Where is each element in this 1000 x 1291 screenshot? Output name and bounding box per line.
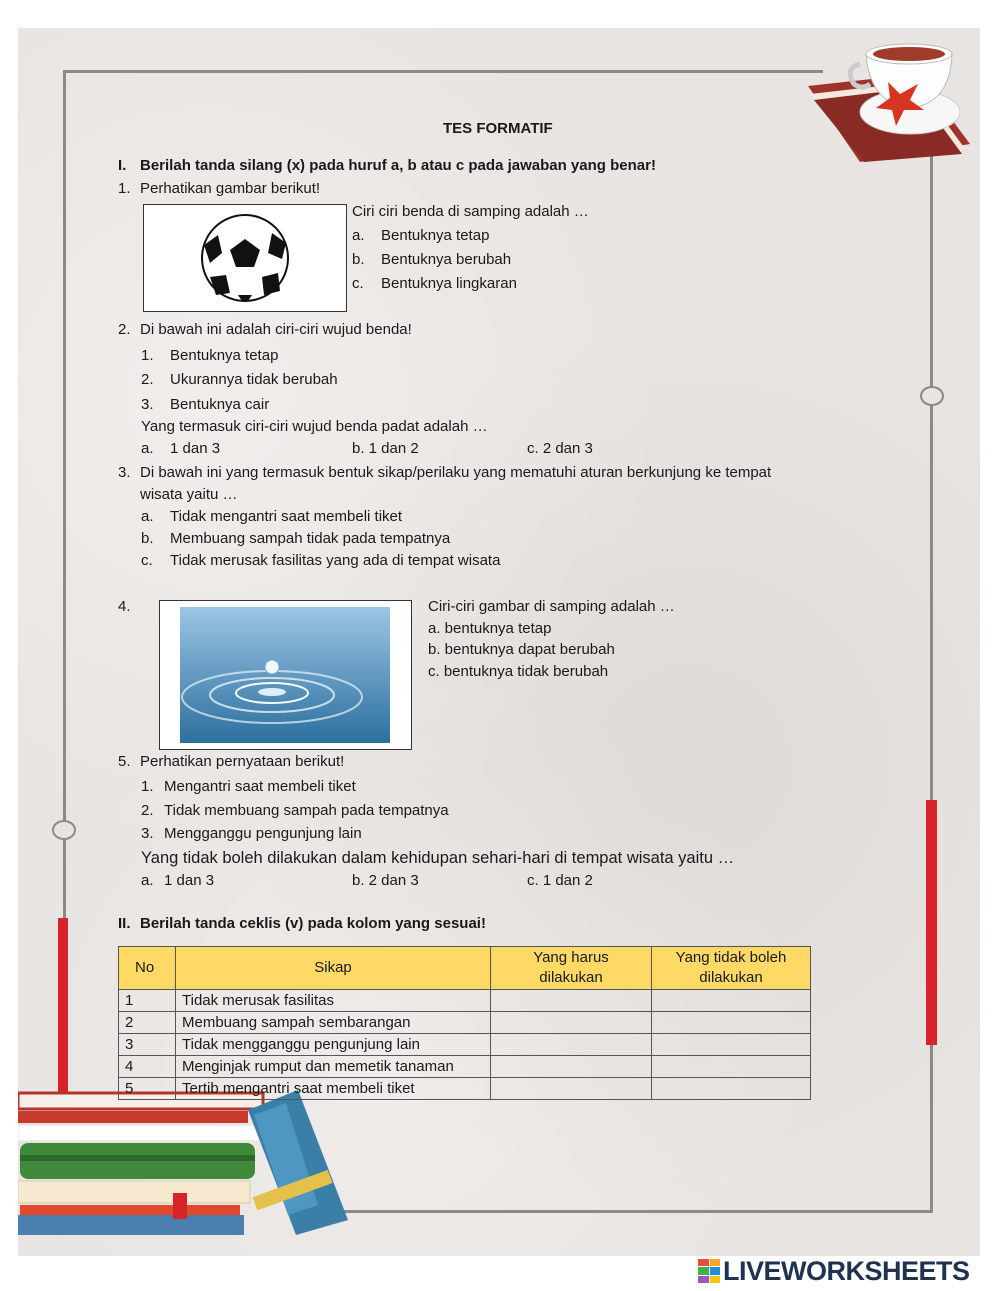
q5-option-c[interactable]: c. 1 dan 2: [527, 872, 593, 889]
q5-question: Yang tidak boleh dilakukan dalam kehidupan sehari-hari di tempat wisata yaitu …: [141, 849, 735, 867]
row-3-yang-harus-cell[interactable]: [491, 1034, 652, 1056]
row-2-yang-harus-cell[interactable]: [491, 1012, 652, 1034]
q5-item-1-number: 1.: [141, 778, 154, 795]
q2-option-a-letter[interactable]: a.: [141, 440, 154, 457]
section2-instruction: Berilah tanda ceklis (v) pada kolom yang sesuai!: [140, 915, 486, 932]
row-2-no: 2: [119, 1012, 176, 1034]
liveworksheets-logo-text: LIVEWORKSHEETS: [723, 1255, 970, 1286]
row-2-sikap: Membuang sampah sembarangan: [176, 1012, 491, 1034]
q1-question: Ciri ciri benda di samping adalah …: [352, 203, 589, 220]
q1-option-a[interactable]: Bentuknya tetap: [381, 227, 490, 244]
header-yang-harus-line1: Yang harus: [533, 949, 609, 966]
row-3-sikap: Tidak mengganggu pengunjung lain: [176, 1034, 491, 1056]
frame-ring-right: [920, 386, 944, 406]
q3-number: 3.: [118, 464, 131, 481]
q4-option-b[interactable]: b. bentuknya dapat berubah: [428, 641, 615, 658]
liveworksheets-logo[interactable]: [698, 1256, 970, 1286]
section2-number: II.: [118, 915, 131, 932]
row-1-sikap: Tidak merusak fasilitas: [176, 990, 491, 1012]
table-row: [119, 1034, 811, 1056]
q5-number: 5.: [118, 753, 131, 770]
header-yang-tidak-line1: Yang tidak boleh: [675, 949, 787, 966]
row-4-sikap: Menginjak rumput dan memetik tanaman: [176, 1056, 491, 1078]
section1-number: I.: [118, 157, 127, 174]
q4-number: 4.: [118, 598, 131, 615]
q4-question: Ciri-ciri gambar di samping adalah …: [428, 598, 675, 615]
q5-prompt: Perhatikan pernyataan berikut!: [140, 753, 345, 770]
header-no: No: [119, 947, 176, 990]
q3-option-a[interactable]: Tidak mengantri saat membeli tiket: [170, 508, 403, 525]
q1-option-c[interactable]: Bentuknya lingkaran: [381, 275, 517, 292]
q3-prompt-line2: wisata yaitu …: [140, 486, 238, 503]
row-1-yang-harus-cell[interactable]: [491, 990, 652, 1012]
page-title: TES FORMATIF: [443, 120, 553, 137]
liveworksheets-logo-icon: [698, 1259, 720, 1283]
row-1-yang-tidak-cell[interactable]: [652, 990, 811, 1012]
q2-option-a[interactable]: 1 dan 3: [170, 440, 221, 457]
frame-line-right: [930, 150, 933, 1210]
q4-option-a[interactable]: a. bentuknya tetap: [428, 620, 552, 637]
row-4-yang-harus-cell[interactable]: [491, 1056, 652, 1078]
header-yang-harus-line2: dilakukan: [539, 969, 603, 986]
table-row: [119, 990, 811, 1012]
header-sikap: Sikap: [176, 947, 491, 990]
header-yang-harus: [491, 947, 652, 990]
q5-item-1: Mengantri saat membeli tiket: [164, 778, 356, 795]
row-1-no: 1: [119, 990, 176, 1012]
q3-option-a-letter[interactable]: a.: [141, 508, 154, 525]
coffee-books-illustration: [800, 34, 972, 164]
q3-option-b[interactable]: Membuang sampah tidak pada tempatnya: [170, 530, 451, 547]
q3-option-b-letter[interactable]: b.: [141, 530, 154, 547]
q1-prompt: Perhatikan gambar berikut!: [140, 180, 321, 197]
q2-question: Yang termasuk ciri-ciri wujud benda padat adalah …: [141, 418, 488, 435]
q2-item-1: Bentuknya tetap: [170, 347, 279, 364]
frame-line-bottom: [340, 1210, 933, 1213]
water-drop-icon: [160, 601, 411, 749]
frame-line-top: [63, 70, 823, 73]
water-drop-image: [159, 600, 412, 750]
row-3-yang-tidak-cell[interactable]: [652, 1034, 811, 1056]
row-3-no: 3: [119, 1034, 176, 1056]
q2-item-1-number: 1.: [141, 347, 154, 364]
q1-option-b[interactable]: Bentuknya berubah: [381, 251, 512, 268]
q5-item-2-number: 2.: [141, 802, 154, 819]
q2-option-c[interactable]: c. 2 dan 3: [527, 440, 593, 457]
row-4-yang-tidak-cell[interactable]: [652, 1056, 811, 1078]
q1-option-c-letter[interactable]: c.: [352, 275, 364, 292]
q3-option-c-letter[interactable]: c.: [141, 552, 153, 569]
table-row: [119, 1078, 811, 1100]
q1-option-a-letter[interactable]: a.: [352, 227, 365, 244]
sikap-table: [118, 946, 811, 1100]
q1-option-b-letter[interactable]: b.: [352, 251, 365, 268]
frame-ring-left: [52, 820, 76, 840]
row-4-no: 4: [119, 1056, 176, 1078]
q1-number: 1.: [118, 180, 131, 197]
q3-option-c[interactable]: Tidak merusak fasilitas yang ada di tempat wisata: [170, 552, 501, 569]
q2-number: 2.: [118, 321, 131, 338]
q5-item-2: Tidak membuang sampah pada tempatnya: [164, 802, 449, 819]
table-row: [119, 1056, 811, 1078]
q4-option-c[interactable]: c. bentuknya tidak berubah: [428, 663, 609, 680]
q2-item-2-number: 2.: [141, 371, 154, 388]
q2-item-3: Bentuknya cair: [170, 396, 270, 413]
red-accent-bar-right: [926, 800, 937, 1045]
row-2-yang-tidak-cell[interactable]: [652, 1012, 811, 1034]
q2-option-b[interactable]: b. 1 dan 2: [352, 440, 419, 457]
q5-option-b[interactable]: b. 2 dan 3: [352, 872, 419, 889]
section1-instruction: Berilah tanda silang (x) pada huruf a, b atau c pada jawaban yang benar!: [140, 157, 656, 174]
row-5-no: 5: [119, 1078, 176, 1100]
q5-item-3-number: 3.: [141, 825, 154, 842]
header-yang-tidak-boleh: [652, 947, 811, 990]
q5-item-3: Mengganggu pengunjung lain: [164, 825, 362, 842]
q2-item-2: Ukurannya tidak berubah: [170, 371, 338, 388]
header-yang-tidak-line2: dilakukan: [699, 969, 763, 986]
q2-item-3-number: 3.: [141, 396, 154, 413]
row-5-sikap: Tertib mengantri saat membeli tiket: [176, 1078, 491, 1100]
row-5-yang-harus-cell[interactable]: [491, 1078, 652, 1100]
row-5-yang-tidak-cell[interactable]: [652, 1078, 811, 1100]
table-row: [119, 1012, 811, 1034]
q3-prompt-line1: Di bawah ini yang termasuk bentuk sikap/perilaku yang mematuhi aturan berkunjung ke tempat: [140, 464, 772, 481]
soccer-ball-icon: [144, 205, 346, 311]
q2-prompt: Di bawah ini adalah ciri-ciri wujud benda!: [140, 321, 412, 338]
q5-option-a-letter[interactable]: a.: [141, 872, 154, 889]
table-header-row: [119, 947, 811, 990]
q5-option-a[interactable]: 1 dan 3: [164, 872, 215, 889]
soccer-ball-image: [143, 204, 347, 312]
